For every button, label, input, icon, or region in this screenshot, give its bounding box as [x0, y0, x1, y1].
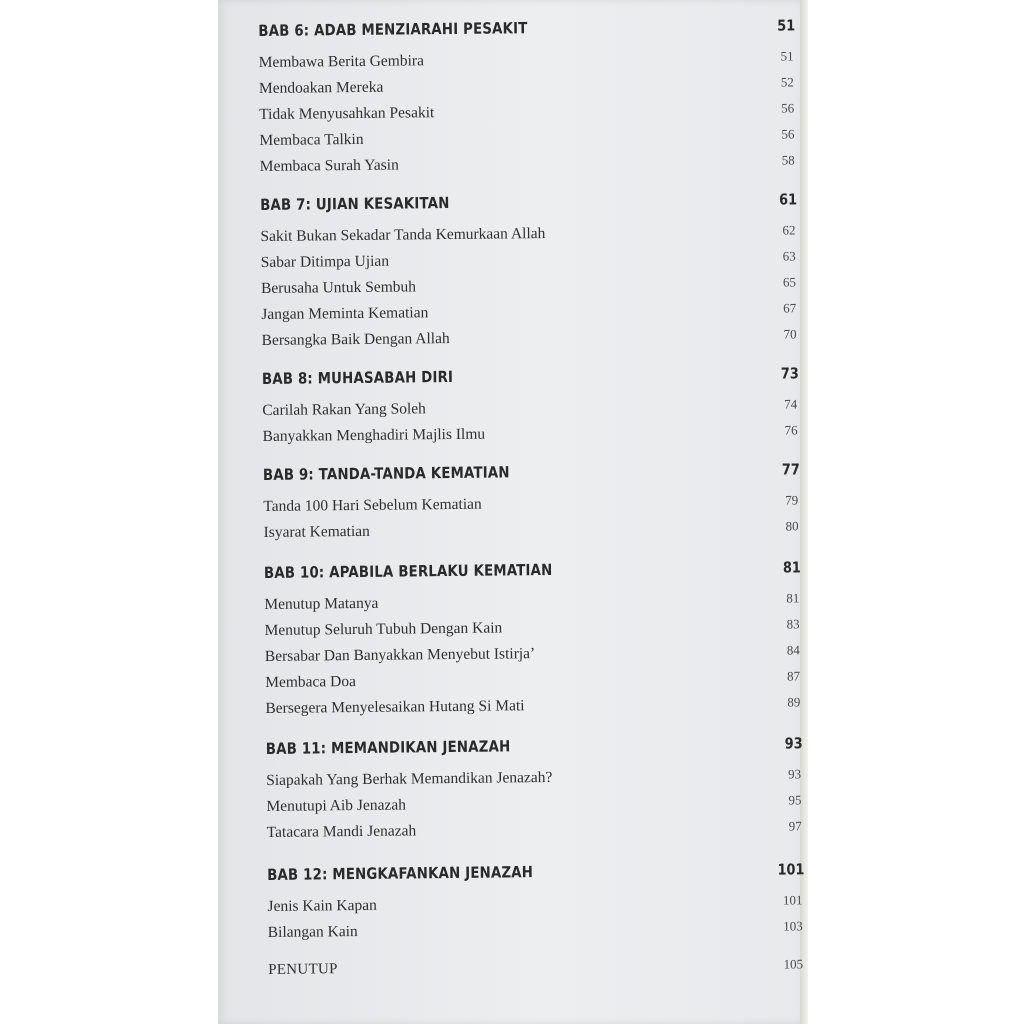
entry-page-number: 74	[784, 396, 798, 412]
chapter-title: BAB 7: UJIAN KESAKITAN	[260, 194, 450, 214]
chapter-title: BAB 11: MEMANDIKAN JENAZAH	[265, 737, 511, 758]
entry-label: Jenis Kain Kapan	[267, 896, 377, 915]
entry-page-number: 56	[781, 126, 795, 142]
entry-label: Menutupi Aib Jenazah	[266, 796, 407, 815]
chapter-title: BAB 8: MUHASABAH DIRI	[261, 367, 454, 388]
entry-label: Membaca Doa	[265, 673, 357, 691]
entry-label: Bersabar Dan Banyakkan Menyebut Istirja’	[264, 645, 536, 665]
entry-page-number: 89	[787, 694, 801, 710]
entry-label: Membaca Talkin	[259, 130, 364, 149]
entry-page-number: 93	[788, 766, 802, 782]
chapter-page-number: 61	[779, 190, 798, 209]
entry-page-number: 56	[781, 100, 795, 116]
entry-page-number: 87	[787, 668, 801, 684]
entry-page-number: 101	[782, 892, 803, 908]
entry-page-number: 83	[786, 616, 800, 632]
entry-page-number: 81	[786, 590, 800, 606]
entry-label: Bersegera Menyelesaikan Hutang Si Mati	[265, 697, 525, 717]
chapter-title: BAB 9: TANDA-TANDA KEMATIAN	[262, 463, 510, 484]
chapter-page-number: 73	[780, 364, 800, 383]
chapter-page-number: 51	[777, 16, 796, 35]
entry-page-number: 103	[783, 918, 803, 934]
chapter-page-number: 77	[781, 460, 801, 479]
entry-page-number: 76	[784, 422, 798, 438]
entry-label: Siapakah Yang Berhak Memandikan Jenazah?	[266, 768, 553, 789]
chapter-page-number: 101	[777, 860, 805, 879]
entry-label: Menutup Seluruh Tubuh Dengan Kain	[264, 619, 503, 639]
entry-label: Membaca Surah Yasin	[259, 156, 399, 175]
entry-label: Berusaha Untuk Sembuh	[260, 278, 417, 297]
chapter-page-number: 93	[784, 734, 803, 753]
entry-page-number: 51	[780, 48, 794, 64]
entry-page-number: 62	[782, 222, 796, 238]
entry-page-number: 95	[788, 792, 802, 808]
entry-page-number: 63	[782, 248, 796, 264]
chapter-page-number: 81	[782, 558, 802, 577]
closing-label: PENUTUP	[268, 961, 338, 978]
entry-label: Membawa Berita Gembira	[258, 52, 425, 71]
entry-page-number: 80	[785, 518, 799, 534]
chapter-title: BAB 10: APABILA BERLAKU KEMATIAN	[263, 560, 553, 582]
entry-page-number: 79	[785, 492, 799, 508]
entry-label: Mendoakan Mereka	[258, 78, 384, 97]
entry-page-number: 67	[783, 300, 797, 316]
entry-page-number: 84	[786, 642, 800, 658]
entry-label: Tatacara Mandi Jenazah	[266, 822, 417, 841]
entry-label: Isyarat Kematian	[263, 522, 370, 541]
entry-page-number: 65	[782, 274, 797, 290]
entry-label: Bilangan Kain	[267, 923, 358, 941]
entry-label: Tidak Menyusahkan Pesakit	[259, 104, 435, 123]
entry-label: Menutup Matanya	[264, 594, 379, 613]
closing-page-number: 105	[783, 956, 804, 972]
entry-page-number: 97	[788, 818, 802, 834]
entry-page-number: 58	[781, 152, 795, 168]
entry-label: Tanda 100 Hari Sebelum Kematian	[263, 495, 482, 515]
entry-page-number: 52	[780, 74, 794, 90]
entry-label: Sabar Ditimpa Ujian	[260, 252, 390, 271]
entry-label: Bersangka Baik Dengan Allah	[261, 330, 450, 349]
entry-label: Sakit Bukan Sekadar Tanda Kemurkaan Allah	[260, 225, 546, 245]
chapter-title: BAB 6: ADAB MENZIARAHI PESAKIT	[258, 19, 528, 40]
entry-label: Carilah Rakan Yang Soleh	[262, 400, 426, 419]
chapter-title: BAB 12: MENGKAFANKAN JENAZAH	[267, 863, 534, 884]
entry-label: Banyakkan Menghadiri Majlis Ilmu	[262, 425, 486, 445]
entry-label: Jangan Meminta Kematian	[261, 304, 429, 323]
entry-page-number: 70	[783, 326, 797, 342]
